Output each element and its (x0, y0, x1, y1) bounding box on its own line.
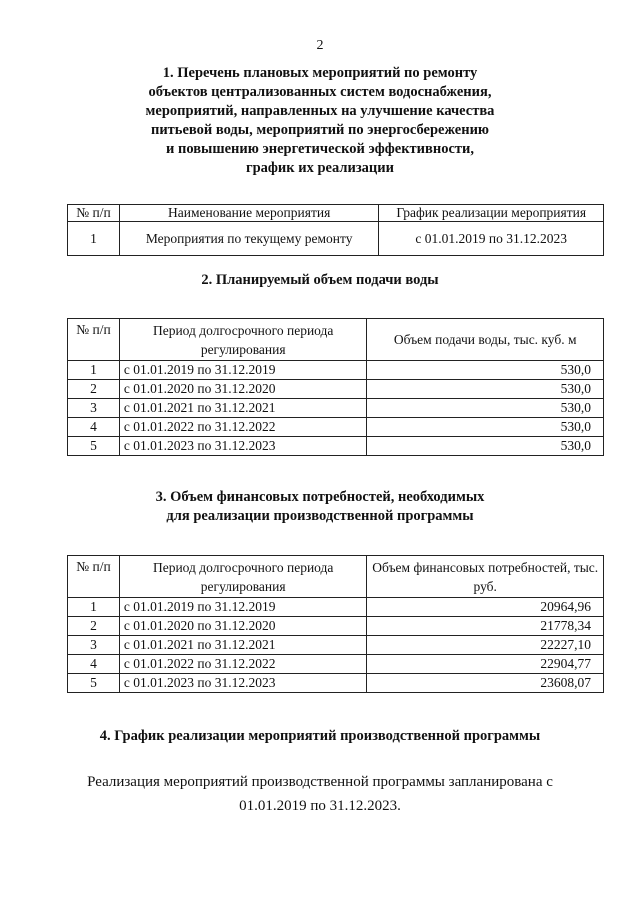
section1-title-line: 1. Перечень плановых мероприятий по ремонту (162, 65, 478, 81)
table-cell: 22904,77 (367, 655, 604, 674)
table-row (68, 222, 604, 256)
table-header-row (68, 205, 604, 222)
table-cell: 22227,10 (367, 636, 604, 655)
table-cell: 3 (68, 636, 120, 655)
table-cell: 1 (68, 361, 120, 380)
table-cell: с 01.01.2021 по 31.12.2021 (119, 636, 367, 655)
page-number: 2 (316, 38, 324, 53)
implementation-paragraph (0, 770, 640, 818)
table-cell: 530,0 (367, 380, 604, 399)
table-row (68, 380, 604, 399)
paragraph-line: 01.01.2019 по 31.12.2023. (239, 798, 401, 814)
table-row (68, 674, 604, 693)
header-cell: Объем финансовых потребностей, тыс. руб. (367, 556, 604, 598)
header-cell: Наименование мероприятия (119, 205, 379, 222)
table-cell: 3 (68, 399, 120, 418)
section2-title (0, 271, 640, 290)
header-cell: № п/п (68, 556, 120, 598)
table-cell: 4 (68, 655, 120, 674)
table-cell: 530,0 (367, 437, 604, 456)
table-cell: с 01.01.2020 по 31.12.2020 (119, 380, 367, 399)
table-header-row (68, 319, 604, 361)
table-row (68, 418, 604, 437)
table-cell: с 01.01.2023 по 31.12.2023 (119, 674, 367, 693)
table-row (68, 655, 604, 674)
table-cell: 21778,34 (367, 617, 604, 636)
table-cell: с 01.01.2023 по 31.12.2023 (119, 437, 367, 456)
table-cell: 4 (68, 418, 120, 437)
table-cell: с 01.01.2021 по 31.12.2021 (119, 399, 367, 418)
section1-title (0, 64, 640, 178)
section1-title-line: график их реализации (245, 160, 394, 176)
table-row (68, 617, 604, 636)
section4-title-line: 4. График реализации мероприятий производственной программы (99, 728, 541, 744)
table-row (68, 361, 604, 380)
table-cell: с 01.01.2022 по 31.12.2022 (119, 655, 367, 674)
table-row (68, 598, 604, 617)
section3-title (0, 488, 640, 526)
section4-title (0, 727, 640, 746)
paragraph-line: Реализация мероприятий производственной программы запланирована с (87, 774, 553, 790)
table-cell: 530,0 (367, 361, 604, 380)
header-cell: Объем подачи воды, тыс. куб. м (367, 319, 604, 361)
table-cell: с 01.01.2020 по 31.12.2020 (119, 617, 367, 636)
section1-title-line: и повышению энергетической эффективности, (166, 141, 474, 157)
header-cell: График реализации мероприятия (379, 205, 604, 222)
table-cell: 20964,96 (367, 598, 604, 617)
section1-title-line: мероприятий, направленных на улучшение качества (145, 103, 495, 119)
table-cell: 23608,07 (367, 674, 604, 693)
table-header-row (68, 556, 604, 598)
section1-title-line: питьевой воды, мероприятий по энергосбережению (150, 122, 490, 138)
table-cell: 5 (68, 437, 120, 456)
table-cell: с 01.01.2019 по 31.12.2019 (119, 361, 367, 380)
table-cell: 530,0 (367, 418, 604, 437)
water-volume-table (67, 318, 604, 456)
section1-title-line: объектов централизованных систем водоснабжения, (148, 84, 492, 100)
table-cell: с 01.01.2019 по 31.12.2019 (119, 598, 367, 617)
table-cell: 2 (68, 380, 120, 399)
table-cell: 2 (68, 617, 120, 636)
header-cell: № п/п (68, 205, 120, 222)
table-cell: с 01.01.2022 по 31.12.2022 (119, 418, 367, 437)
events-table (67, 204, 604, 256)
table-cell: 530,0 (367, 399, 604, 418)
section3-title-line: для реализации производственной программы (166, 508, 474, 524)
table-row (68, 437, 604, 456)
section3-title-line: 3. Объем финансовых потребностей, необходимых (155, 489, 485, 505)
financial-needs-table (67, 555, 604, 693)
section2-title-line: 2. Планируемый объем подачи воды (201, 272, 439, 288)
table-row (68, 636, 604, 655)
header-cell: Период долгосрочного периода регулирования (119, 556, 367, 598)
header-cell: Период долгосрочного периода регулирования (119, 319, 367, 361)
table-cell: с 01.01.2019 по 31.12.2023 (379, 222, 604, 256)
table-row (68, 399, 604, 418)
table-cell: 1 (68, 598, 120, 617)
header-cell: № п/п (68, 319, 120, 361)
table-cell: Мероприятия по текущему ремонту (119, 222, 379, 256)
table-cell: 1 (68, 222, 120, 256)
table-cell: 5 (68, 674, 120, 693)
